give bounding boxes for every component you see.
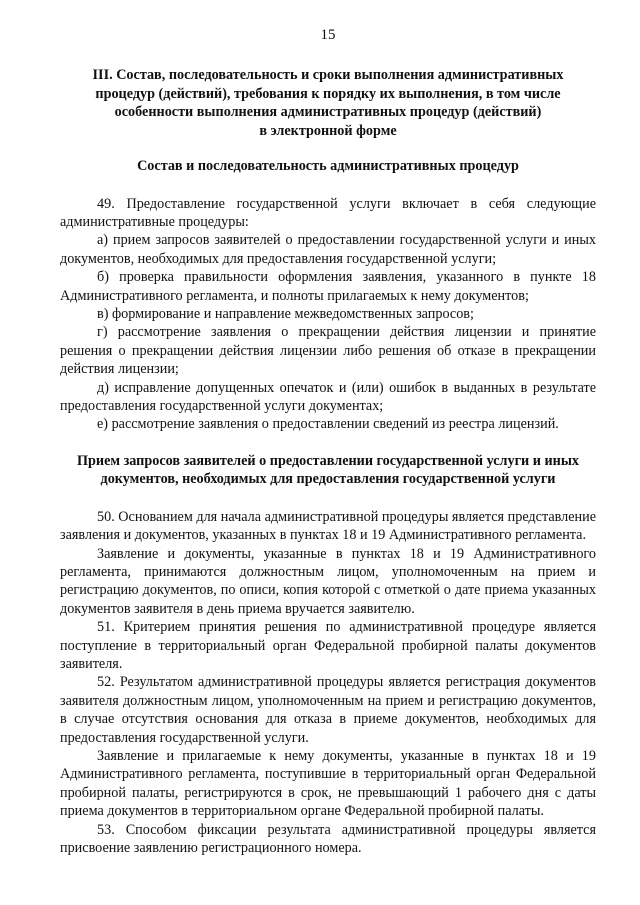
document-page: [60, 26, 596, 858]
paragraph-52-continued: Заявление и прилагаемые к нему документы, указанные в пунктах 18 и 19 Административного регламента, поступившие в территориальный орган Федеральной пробирной палаты, регистрируются в срок, не превышающий 1 рабочего дня с даты приема документов в территориальном органе Федеральной пробирной палаты.: [60, 748, 596, 820]
section-heading: [60, 66, 596, 140]
subheading-line: Прием запросов заявителей о предоставлении государственной услуги и иных: [76, 452, 580, 469]
procedures-list: [60, 195, 596, 434]
paragraph-50-continued: Заявление и документы, указанные в пунктах 18 и 19 Административного регламента, принимаются должностным лицом, уполномоченным на прием и регистрацию документов, по описи, копия которой с отметкой о дате приема указанных документов заявителя в день приема вручается заявителю.: [60, 545, 596, 617]
section-heading-line: особенности выполнения административных процедур (действий): [114, 104, 542, 120]
list-item-g: г) рассмотрение заявления о прекращении действия лицензии и принятие решения о прекращении действия лицензии либо решения об отказе в прекращении действия лицензии;: [60, 324, 596, 378]
list-item-e: е) рассмотрение заявления о предоставлении сведений из реестра лицензий.: [97, 416, 559, 433]
section-heading-line: процедур (действий), требования к порядку их выполнения, в том числе: [95, 85, 561, 102]
paragraph-52: 52. Результатом административной процедуры является регистрация документов заявителя должностным лицом, уполномоченным на прием и регистрацию документов, в случае отсутствия основания для отказа в приеме документов, необходимых для предоставления государственной услуги.: [60, 674, 596, 746]
list-item-v: в) формирование и направление межведомственных запросов;: [97, 305, 474, 322]
reception-section: [60, 508, 596, 858]
subheading-line: документов, необходимых для предоставления государственной услуги: [100, 471, 556, 488]
paragraph-49: 49. Предоставление государственной услуги включает в себя следующие административные процедуры:: [60, 195, 596, 230]
paragraph-51: 51. Критерием принятия решения по административной процедуре является поступление в территориальный орган Федеральной пробирной палаты документов заявителя.: [60, 619, 596, 673]
list-item-d: д) исправление допущенных опечаток и (или) ошибок в выданных в результате предоставления государственной услуги документах;: [60, 379, 596, 414]
list-item-b: б) проверка правильности оформления заявления, указанного в пункте 18 Административного регламента, и полноты прилагаемых к нему документов;: [60, 269, 596, 304]
subheading-reception: [60, 452, 596, 489]
section-heading-line: в электронной форме: [259, 122, 397, 139]
paragraph-53: 53. Способом фиксации результата административной процедуры является присвоение заявлению регистрационного номера.: [60, 821, 596, 857]
paragraph-50: 50. Основанием для начала административной процедуры является представление заявления и документов, указанных в пунктах 18 и 19 Административного регламента.: [60, 508, 596, 544]
page-number: 15: [320, 27, 336, 43]
list-item-a: а) прием запросов заявителей о предоставлении государственной услуги и иных документов, необходимых для предоставления государственной услуги;: [60, 232, 596, 267]
subheading-composition: Состав и последовательность административных процедур: [137, 158, 519, 174]
section-heading-line: III. Состав, последовательность и сроки выполнения административных: [92, 67, 564, 83]
